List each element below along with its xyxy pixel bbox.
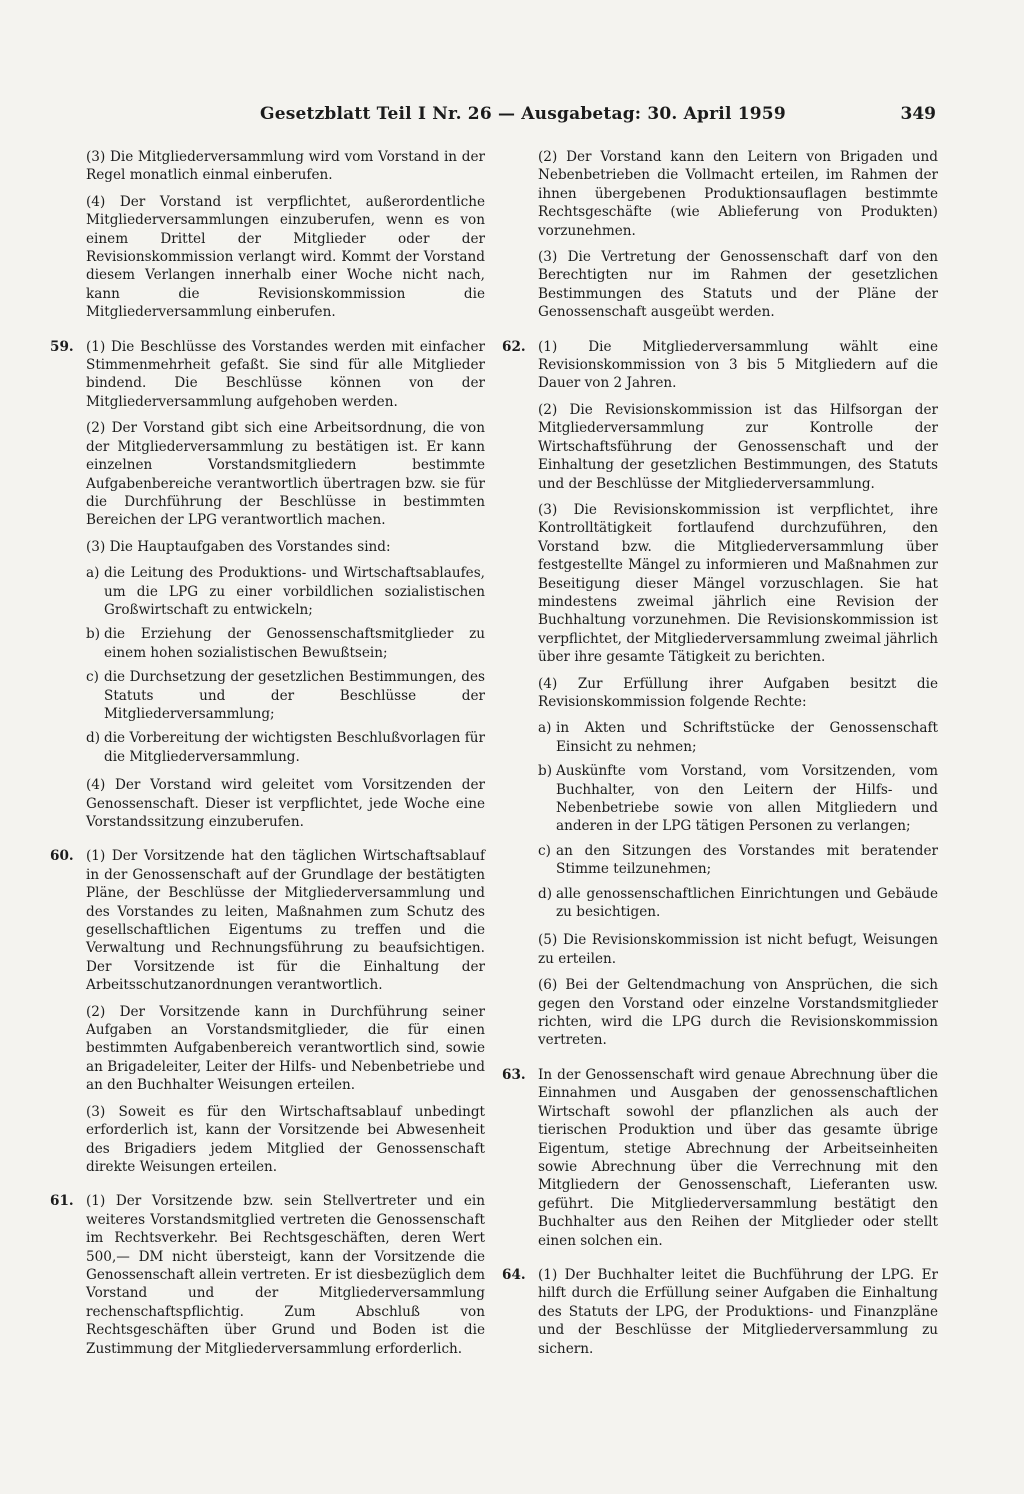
section-number: 61. (50, 1193, 74, 1210)
list-item (538, 719, 938, 756)
list-label: d) (86, 730, 101, 747)
paragraph: (3) Die Hauptaufgaben des Vorstandes sind: (86, 538, 391, 555)
paragraph: (4) Zur Erfüllung ihrer Aufgaben besitzt die Revisionskommission folgende Rechte: (538, 675, 938, 710)
section-number: 60. (50, 848, 74, 865)
right-column (502, 148, 938, 1366)
paragraph: (1) Die Beschlüsse des Vorstandes werden mit einfacher Stimmenmehrheit gefaßt. Sie sind für alle Mitglieder bindend. Die Beschlüsse können von der Mitgliederversammlung aufgehoben werden. (86, 338, 485, 410)
list-item (86, 625, 485, 662)
header-title: Gesetzblatt Teil I Nr. 26 — Ausgabetag: 30. April 1959 (260, 104, 786, 124)
list-text: die Erziehung der Genossenschaftsmitglieder zu einem hohen sozialistischen Bewußtsein; (104, 626, 485, 661)
page-header (260, 104, 940, 132)
section-number: 62. (502, 338, 526, 355)
section-number: 63. (502, 1066, 526, 1083)
list-item (86, 668, 485, 723)
page-number: 349 (900, 104, 936, 124)
paragraph: (1) Die Mitgliederversammlung wählt eine Revisionskommission von 3 bis 5 Mitgliedern auf die Dauer von 2 Jahren. (538, 338, 938, 392)
paragraph: (3) Die Mitgliederversammlung wird vom Vorstand in der Regel monatlich einmal einberufen. (86, 149, 485, 184)
list-item (538, 885, 938, 922)
section-63 (502, 1066, 938, 1250)
list-text: die Leitung des Produktions- und Wirtschaftsablaufes, um die LPG zu einer vorbildlichen sozialistischen Großwirtschaft zu entwickeln; (104, 565, 485, 618)
paragraph: (4) Der Vorstand ist verpflichtet, außerordentliche Mitgliederversammlungen einzuberufen, wenn es von einem Drittel der Mitglieder oder der Revisionskommission verlangt wird. Kommt der Vorstand diesem Verlangen innerhalb einer Woche nicht nach, kann die Revisionskommission die Mitgliederversammlung einberufen. (86, 193, 485, 321)
list-label: c) (86, 669, 99, 686)
list-label: a) (86, 565, 100, 582)
section-62 (502, 338, 938, 1050)
paragraph: (1) Der Vorsitzende bzw. sein Stellvertreter und ein weiteres Vorstandsmitglied vertreten die Genossenschaft im Rechtsverkehr. Bei Rechtsgeschäften, deren Wert 500,— DM nicht übersteigt, kann der Vorsitzende die Genossenschaft allein vertreten. Er ist diesbezüglich dem Vorstand und der Mitgliederversammlung rechenschaftspflichtig. Zum Abschluß von Rechtsgeschäften über Grund und Boden ist die Zustimmung der Mitgliederversammlung erforderlich. (86, 1193, 485, 1357)
paragraph: (4) Der Vorstand wird geleitet vom Vorsitzenden der Genossenschaft. Dieser ist verpflichtet, jede Woche eine Vorstandssitzung einzuberufen. (86, 777, 485, 830)
paragraph: (2) Der Vorstand kann den Leitern von Brigaden und Nebenbetrieben die Vollmacht erteilen, im Rahmen der ihnen übergebenen Produktionsauflagen bestimmte Rechtsgeschäfte (wie Ablieferung von Produkten) vorzunehmen. (538, 149, 938, 239)
paragraph: (2) Der Vorsitzende kann in Durchführung seiner Aufgaben an Vorstandsmitglieder, die für einen bestimmten Aufgabenbereich verantwortlich sind, sowie an Brigadeleiter, Leiter der Hilfs- und Nebenbetriebe und an den Buchhalter Weisungen erteilen. (86, 1003, 485, 1094)
paragraph: (2) Der Vorstand gibt sich eine Arbeitsordnung, die von der Mitgliederversammlung zu bestätigen ist. Er kann einzelnen Vorstandsmitgliedern bestimmte Aufgabenbereiche verantwortlich übertragen bzw. sie für die Durchführung der Beschlüsse in bestimmten Bereichen der LPG verantwortlich machen. (86, 420, 485, 529)
section-59 (50, 338, 485, 832)
left-column (50, 148, 485, 1366)
list-item (538, 762, 938, 836)
paragraph: (1) Der Buchhalter leitet die Buchführung der LPG. Er hilft durch die Erfüllung seiner Aufgaben die Einhaltung des Statuts der LPG, der Produktions- und Finanzpläne und der Beschlüsse der Mitgliederversammlung zu sichern. (538, 1266, 938, 1357)
list-label: b) (538, 763, 553, 780)
list-text: Auskünfte vom Vorstand, vom Vorsitzenden, vom Buchhalter, von den Leitern der Hilfs- und Nebenbetriebe sowie von allen Mitgliedern und anderen in der LPG tätigen Personen zu verlangen; (556, 763, 938, 835)
paragraph: In der Genossenschaft wird genaue Abrechnung über die Einnahmen und Ausgaben der genossenschaftlichen Wirtschaft sowohl der pflanzlichen als auch der tierischen Produktion und über das gesamte übrige Eigentum, stetige Abrechnung der Arbeitseinheiten sowie Abrechnung über die Verrechnung mit den Mitgliedern der Genossenschaft, Lieferanten usw. geführt. Die Mitgliederversammlung bestätigt den Buchhalter aus den Reihen der Mitglieder oder stellt einen solchen ein. (538, 1066, 938, 1249)
section-number: 59. (50, 338, 74, 355)
section-number: 64. (502, 1266, 526, 1283)
paragraph: (6) Bei der Geltendmachung von Ansprüchen, die sich gegen den Vorstand oder einzelne Vorstandsmitglieder richten, wird die LPG durch die Revisionskommission vertreten. (538, 977, 938, 1049)
list-label: c) (538, 842, 551, 859)
list-label: d) (538, 885, 553, 902)
list-item (86, 729, 485, 766)
paragraph: (3) Die Revisionskommission ist verpflichtet, ihre Kontrolltätigkeit fortlaufend durchzuführen, den Vorstand bzw. die Mitgliederversammlung über festgestellte Mängel zu informieren und Maßnahmen zur Beseitigung dieser Mängel vorzuschlagen. Sie hat mindestens zweimal jährlich eine Revision der Buchhaltung vorzunehmen. Die Revisionskommission ist verpflichtet, der Mitgliederversammlung zweimal jährlich über ihre gesamte Tätigkeit zu berichten. (538, 501, 938, 666)
section-60 (50, 847, 485, 1176)
list-item (538, 842, 938, 879)
paragraph: (2) Die Revisionskommission ist das Hilfsorgan der Mitgliederversammlung zur Kontrolle der Wirtschaftsführung der Genossenschaft und der Einhaltung der gesetzlichen Bestimmungen, des Statuts und der Beschlüsse der Mitgliederversammlung. (538, 401, 938, 492)
list-text: in Akten und Schriftstücke der Genossenschaft Einsicht zu nehmen; (556, 720, 938, 755)
list-label: b) (86, 626, 101, 643)
list-text: an den Sitzungen des Vorstandes mit beratender Stimme teilzunehmen; (556, 842, 938, 878)
paragraph: (3) Soweit es für den Wirtschaftsablauf unbedingt erforderlich ist, kann der Vorsitzende bei Abwesenheit des Brigadiers jedem Mitglied der Genossenschaft direkte Weisungen erteilen. (86, 1103, 485, 1175)
paragraph: (1) Der Vorsitzende hat den täglichen Wirtschaftsablauf in der Genossenschaft auf der Grundlage der bestätigten Pläne, der Beschlüsse der Mitgliederversammlung und des Vorstandes zu leiten, Maßnahmen zum Schutz des gesellschaftlichen Eigentums zu treffen und die Verwaltung und Rechnungsführung zu beaufsichtigen. Der Vorsitzende ist für die Einhaltung der Arbeitsschutzanordnungen verantwortlich. (86, 848, 485, 994)
paragraph: (3) Die Vertretung der Genossenschaft darf von den Berechtigten nur im Rahmen der gesetzlichen Bestimmungen des Statuts und der Pläne der Genossenschaft ausgeübt werden. (538, 249, 938, 321)
list-text: die Durchsetzung der gesetzlichen Bestimmungen, des Statuts und der Beschlüsse der Mitgliederversammlung; (104, 669, 485, 722)
list-text: die Vorbereitung der wichtigsten Beschlußvorlagen für die Mitgliederversammlung. (104, 730, 485, 765)
list-label: a) (538, 720, 552, 737)
paragraph: (5) Die Revisionskommission ist nicht befugt, Weisungen zu erteilen. (538, 932, 938, 967)
list-text: alle genossenschaftlichen Einrichtungen und Gebäude zu besichtigen. (556, 885, 938, 921)
section-64 (502, 1266, 938, 1358)
list-item (86, 564, 485, 619)
section-61 (50, 1192, 485, 1358)
